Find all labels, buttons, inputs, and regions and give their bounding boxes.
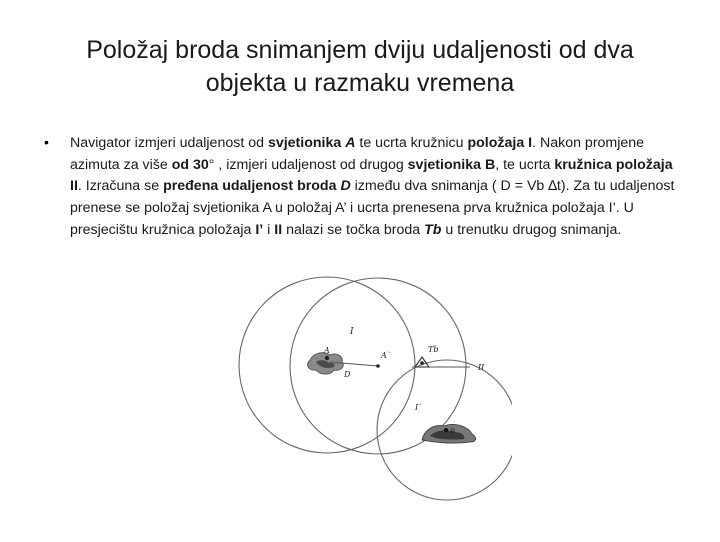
lighthouse-a-marker bbox=[325, 356, 329, 360]
text-run: u trenutku drugog snimanja. bbox=[441, 221, 622, 238]
label-circle-i: I bbox=[350, 327, 354, 337]
label-lighthouse-b: B bbox=[450, 428, 456, 436]
text-run-bold: pređena udaljenost broda bbox=[163, 178, 337, 195]
text-run-bold: od 30 bbox=[171, 156, 209, 173]
text-run: Navigator izmjeri udaljenost od bbox=[70, 135, 268, 151]
bullet-paragraph bbox=[70, 133, 685, 242]
label-a-prime: A` bbox=[381, 351, 391, 360]
title-line-1: Položaj broda snimanjem dviju udaljenosti od dva bbox=[86, 36, 634, 64]
label-circle-i-prime: I` bbox=[415, 403, 423, 412]
title-line-2: objekta u razmaku vremena bbox=[205, 69, 515, 97]
label-circle-ii: II bbox=[478, 363, 485, 372]
text-run-bold: kružnica položaja II bbox=[70, 156, 673, 195]
text-run-bold-italic: D bbox=[340, 178, 351, 195]
text-run-bold: I’ bbox=[255, 221, 264, 238]
bullet-marker: • bbox=[44, 134, 49, 150]
label-lighthouse-a: A bbox=[324, 346, 330, 355]
position-lines-diagram bbox=[232, 262, 512, 542]
label-ship-tb: Tb bbox=[428, 345, 439, 354]
text-run-bold: svjetionika B bbox=[407, 156, 496, 173]
slide-title bbox=[40, 34, 680, 100]
text-run-bold-italic: Tb bbox=[424, 221, 442, 238]
text-run: između dva snimanja ( D = Vb ∆t). Za tu udaljenost prenese se položaj svjetionika A u položaj A’ i ucrta prenesena prva kružnica položaja I’. U presjecištu kružnica položaja bbox=[70, 178, 675, 238]
lighthouse-b-marker bbox=[444, 428, 448, 432]
text-run: i bbox=[263, 221, 275, 238]
text-run: ° , izmjeri udaljenost od drugog bbox=[208, 156, 408, 173]
text-run: , te ucrta bbox=[495, 156, 555, 173]
text-run: . Nakon promjene azimuta za više bbox=[70, 135, 645, 173]
ship-position-tb-dot bbox=[420, 361, 424, 365]
text-run-bold: svjetionika bbox=[267, 135, 346, 151]
text-run: . Izračuna se bbox=[77, 178, 164, 195]
text-run: nalazi se točka broda bbox=[282, 221, 425, 238]
point-a-prime bbox=[376, 364, 380, 368]
text-run: te ucrta kružnicu bbox=[355, 135, 468, 151]
text-run-bold: položaja I bbox=[467, 135, 533, 151]
label-distance-d: D bbox=[344, 370, 351, 379]
text-run-bold-italic: A bbox=[345, 135, 356, 151]
text-run-bold: II bbox=[274, 221, 283, 238]
